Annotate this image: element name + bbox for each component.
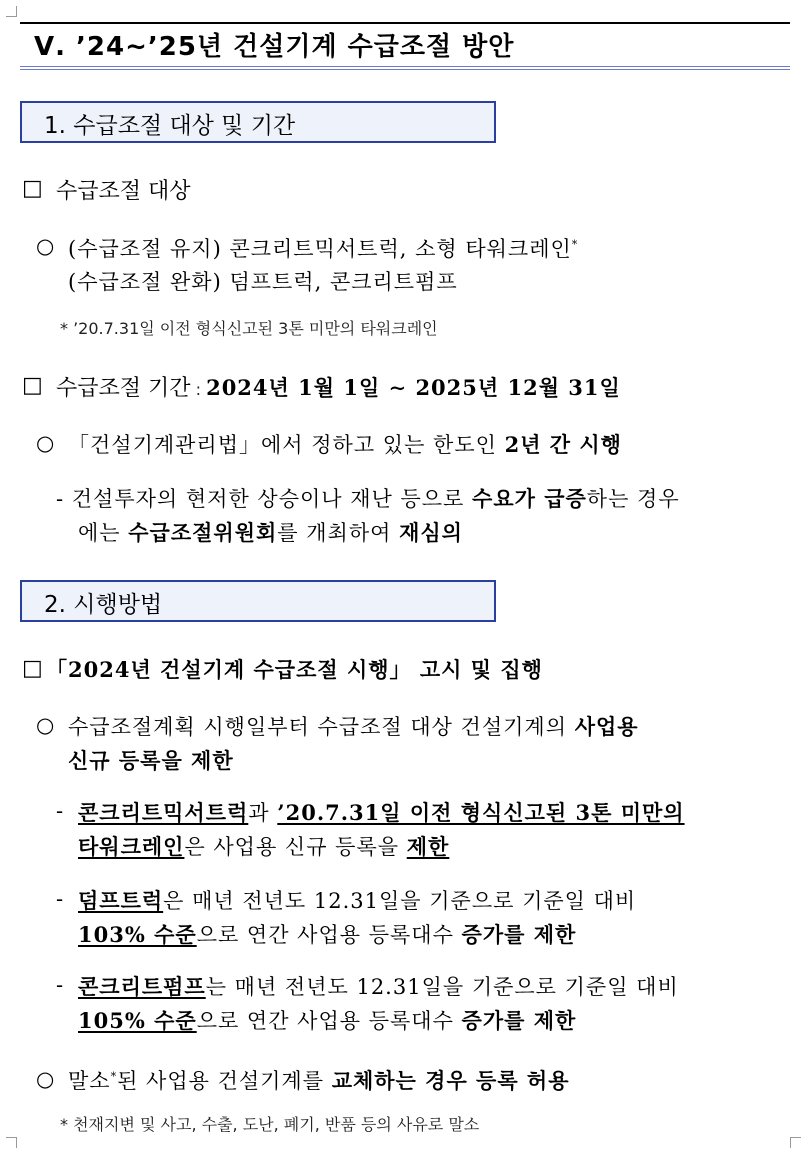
method-dash3-line2 bbox=[78, 1005, 576, 1035]
target-item-maintain-text: (수급조절 유지) 콘크리트믹서트럭, 소형 타워크레인 bbox=[68, 237, 572, 261]
target-footnote: * ’20.7.31일 이전 형식신고된 3톤 미만의 타워크레인 bbox=[60, 319, 438, 338]
page-title: Ⅴ. ’24∼’25년 건설기계 수급조절 방안 bbox=[34, 32, 515, 62]
method-bullet2-text: 말소 bbox=[68, 1069, 111, 1093]
period-dash1-text: - 건설투자의 현저한 상승이나 재난 등으로 bbox=[56, 487, 465, 511]
square-bullet: □ bbox=[22, 656, 43, 681]
period-dash1-bold: 수요가 급증 bbox=[472, 486, 587, 511]
target-heading: 수급조절 대상 bbox=[56, 179, 191, 204]
method-bullet1-line2: 신규 등록을 제한 bbox=[68, 748, 234, 773]
dash-mark: - bbox=[56, 799, 65, 823]
method-dash1-line1 bbox=[78, 797, 685, 827]
target-item-relax: (수급조절 완화) 덤프트럭, 콘크리트펌프 bbox=[68, 270, 458, 294]
section-1-label: 1. 수급조절 대상 및 기간 bbox=[44, 113, 296, 139]
circle-bullet: ○ bbox=[36, 431, 56, 455]
method-dash3-text: 는 매년 전년도 12.31일을 기준으로 기준일 대비 bbox=[205, 975, 679, 999]
corner-mark-top-left bbox=[6, 6, 17, 17]
period-bullet-text: 「건설기계관리법」에서 정하고 있는 한도인 bbox=[68, 433, 497, 457]
method-footnote: * 천재지변 및 사고, 수출, 도난, 폐기, 반품 등의 사유로 말소 bbox=[60, 1115, 480, 1134]
method-bullet2-bold: 교체하는 경우 등록 허용 bbox=[331, 1068, 570, 1093]
method-dash1-line2 bbox=[78, 831, 449, 861]
period-line bbox=[56, 371, 621, 402]
period-bullet bbox=[68, 429, 622, 459]
dash-mark: - bbox=[56, 887, 65, 911]
period-dash2-bold: 수급조절위원회 bbox=[128, 520, 278, 545]
method-dash2-text: 은 매년 전년도 12.31일을 기준으로 기준일 대비 bbox=[163, 889, 637, 913]
period-colon: : bbox=[190, 380, 207, 399]
period-dash-line1 bbox=[56, 483, 680, 513]
method-dash1-conj: 과 bbox=[248, 801, 270, 825]
method-bullet2 bbox=[68, 1065, 570, 1095]
method-dash1-text: 은 사업용 신규 등록을 bbox=[184, 835, 400, 859]
method-dash1-crane: 타워크레인 bbox=[78, 834, 185, 859]
method-bullet2-mid: 된 사업용 건설기계를 bbox=[117, 1069, 325, 1093]
method-heading: 「2024년 건설기계 수급조절 시행」 고시 및 집행 bbox=[46, 657, 543, 682]
square-bullet: □ bbox=[22, 176, 43, 201]
method-dash1-mixer: 콘크리트믹서트럭 bbox=[78, 800, 249, 825]
section-2-label: 2. 시행방법 bbox=[44, 592, 163, 618]
footnote-mark: * bbox=[571, 238, 579, 251]
period-dash1-tail: 하는 경우 bbox=[586, 487, 680, 511]
method-bullet1-bold: 사업용 bbox=[574, 714, 639, 739]
method-dash1-limit: 제한 bbox=[406, 834, 450, 859]
method-dash3-line1 bbox=[78, 971, 679, 1001]
method-bullet1-line1 bbox=[68, 711, 639, 741]
method-bullet1-text: 수급조절계획 시행일부터 수급조절 대상 건설기계의 bbox=[68, 715, 567, 739]
footnote-mark: * bbox=[110, 1070, 118, 1083]
circle-bullet: ○ bbox=[36, 234, 56, 258]
method-dash2-limit: 증가를 제한 bbox=[461, 922, 577, 947]
period-dash2-bold2: 재심의 bbox=[399, 520, 463, 545]
circle-bullet: ○ bbox=[36, 1067, 56, 1091]
period-dash2-text: 에는 bbox=[78, 521, 121, 545]
period-bullet-bold: 2년 간 시행 bbox=[504, 432, 622, 457]
period-heading: 수급조절 기간 bbox=[56, 376, 191, 401]
period-dash2-mid: 를 개최하여 bbox=[277, 521, 392, 545]
dash-mark: - bbox=[56, 973, 65, 997]
method-dash2-line1 bbox=[78, 885, 636, 915]
method-dash1-cond: ’20.7.31일 이전 형식신고된 3톤 미만의 bbox=[277, 800, 685, 825]
method-dash2-line2 bbox=[78, 919, 576, 949]
method-dash3-limit: 증가를 제한 bbox=[461, 1008, 577, 1033]
circle-bullet: ○ bbox=[36, 713, 56, 737]
method-dash3-level: 105% 수준 bbox=[78, 1008, 197, 1033]
square-bullet: □ bbox=[22, 373, 43, 398]
method-dash3-pump: 콘크리트펌프 bbox=[78, 974, 206, 999]
method-dash3-mid: 으로 연간 사업용 등록대수 bbox=[196, 1009, 454, 1033]
method-dash2-level: 103% 수준 bbox=[78, 922, 197, 947]
period-dash-line2 bbox=[78, 517, 463, 547]
method-dash2-mid: 으로 연간 사업용 등록대수 bbox=[196, 923, 454, 947]
period-value: 2024년 1월 1일 ∼ 2025년 12월 31일 bbox=[206, 375, 621, 400]
corner-mark-bottom-left bbox=[6, 1137, 17, 1148]
corner-mark-bottom-right bbox=[790, 1137, 801, 1148]
method-dash2-dump: 덤프트럭 bbox=[78, 888, 164, 913]
target-item-maintain bbox=[68, 233, 578, 263]
